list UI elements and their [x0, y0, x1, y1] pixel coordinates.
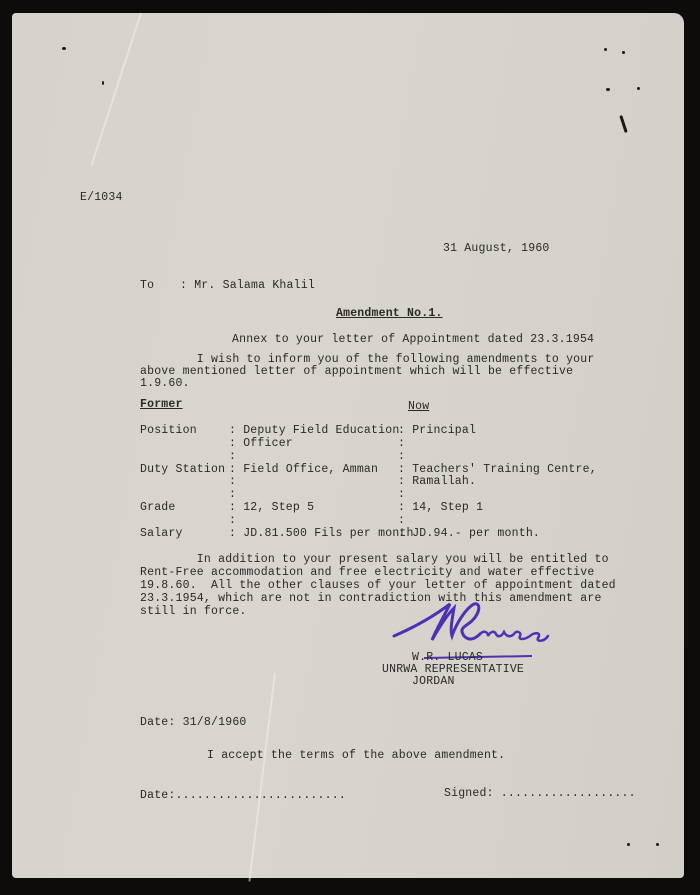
row-label: Position [140, 424, 197, 437]
row-label: Grade [140, 501, 176, 514]
paper-speck [622, 51, 625, 54]
paper-fold-line [91, 13, 142, 166]
paper-speck [606, 88, 610, 91]
now-value: : [398, 437, 406, 450]
now-value: : JD.94.- per month. [398, 527, 541, 540]
paper-speck [102, 81, 104, 85]
now-value: : 14, Step 1 [398, 501, 484, 514]
signatory-title: UNRWA REPRESENTATIVE [382, 663, 525, 676]
intro-line: above mentioned letter of appointment which will be effective [140, 365, 574, 378]
intro-line: I wish to inform you of the following amendments to your [140, 353, 595, 366]
former-value: : [229, 450, 237, 463]
column-header-now: Now [408, 400, 430, 413]
body-line: still in force. [140, 605, 247, 618]
acceptance-signature-field[interactable]: Signed: ................... [444, 787, 636, 800]
paper-speck [62, 47, 66, 50]
recipient-label: To [140, 279, 155, 292]
paper-speck [619, 115, 627, 133]
amendment-title: Amendment No.1. [336, 307, 443, 320]
paper-speck [627, 843, 630, 846]
paper-speck [604, 48, 607, 51]
now-value: : [398, 450, 406, 463]
former-value: : Deputy Field Education [229, 424, 400, 437]
body-line: 19.8.60. All the other clauses of your letter of appointment dated [140, 579, 616, 592]
former-value: : [229, 475, 237, 488]
paper-speck [656, 843, 659, 846]
former-value: : Officer [229, 437, 293, 450]
body-line: Rent-Free accommodation and free electricity and water effective [140, 566, 595, 579]
paper-fold-line [248, 673, 276, 882]
now-value: : [398, 488, 406, 501]
now-value: : Ramallah. [398, 475, 477, 488]
now-value: : Teachers' Training Centre, [398, 463, 597, 476]
recipient-name: : Mr. Salama Khalil [180, 279, 315, 292]
now-value: : [398, 514, 406, 527]
row-label: Salary [140, 527, 183, 540]
intro-line: 1.9.60. [140, 377, 190, 390]
former-value: : JD.81.500 Fils per month [229, 527, 414, 540]
signatory-name: W.R. LUCAS [412, 651, 484, 664]
paper-speck [637, 87, 640, 90]
body-line: 23.3.1954, which are not in contradiction with this amendment are [140, 592, 602, 605]
annex-line: Annex to your letter of Appointment dated 23.3.1954 [232, 333, 595, 346]
acceptance-date-field[interactable]: Date:........................ [140, 789, 346, 802]
reference-number: E/1034 [80, 191, 123, 204]
now-value: : Principal [398, 424, 477, 437]
former-value: : 12, Step 5 [229, 501, 315, 514]
issue-date: Date: 31/8/1960 [140, 716, 247, 729]
letter-date: 31 August, 1960 [443, 242, 550, 255]
row-label: Duty Station [140, 463, 226, 476]
former-value: : [229, 514, 237, 527]
signatory-location: JORDAN [412, 675, 455, 688]
former-value: : Field Office, Amman [229, 463, 379, 476]
former-value: : [229, 488, 237, 501]
body-line: In addition to your present salary you will be entitled to [140, 553, 609, 566]
acceptance-statement: I accept the terms of the above amendment. [207, 749, 506, 762]
column-header-former: Former [140, 398, 183, 411]
